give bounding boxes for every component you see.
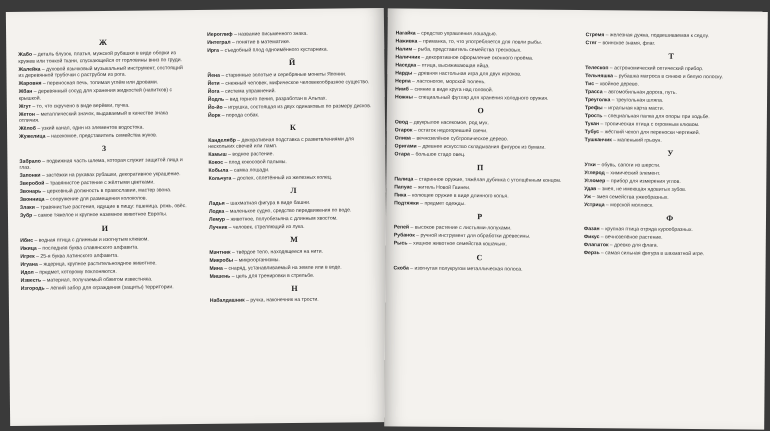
entry-term: Оригами: [394, 143, 417, 150]
right-page: [384, 8, 768, 429]
glossary-entry: [208, 166, 378, 174]
entry-definition: – переносная печь, топимая углём или дровами.: [41, 79, 159, 87]
glossary-entry: [396, 30, 568, 38]
entry-definition: – жёсткий чехол для переноски чертежей.: [599, 129, 701, 136]
glossary-entry: [208, 111, 378, 119]
entry-definition: – змея, не имеющая ядовитых зубов.: [596, 185, 687, 193]
glossary-entry: [20, 211, 190, 219]
glossary-entry: [395, 151, 567, 159]
entry-term: Иероглиф: [207, 31, 233, 38]
glossary-entry: [394, 200, 566, 208]
entry-term: Удав: [584, 185, 597, 192]
entry-definition: – средство управления лошадью.: [415, 30, 497, 38]
section-letter: Л: [290, 186, 298, 196]
entry-term: Жетон: [18, 111, 35, 118]
entry-term: Отара: [394, 151, 410, 158]
glossary-entry: [20, 187, 190, 195]
glossary-entry: [584, 251, 756, 259]
entry-definition: – морской моллюск.: [604, 201, 654, 209]
glossary-entry: [207, 30, 377, 38]
entry-definition: – рыба, представитель семейства тресковых.: [412, 46, 522, 54]
section-letter: З: [101, 144, 107, 154]
glossary-entry: [584, 186, 756, 194]
entry-term: Ладья: [208, 200, 225, 207]
entry-definition: – последняя буква славянского алфавита.: [36, 244, 139, 252]
section-letter: П: [477, 163, 484, 173]
entry-term: Мина: [209, 265, 223, 272]
glossary-entry: [208, 95, 378, 103]
entry-term: Пика: [394, 192, 407, 199]
entry-definition: – съедобный плод одноимённого кустарника.: [218, 46, 328, 54]
left-column-1: [6, 32, 199, 418]
entry-term: Олива: [394, 135, 411, 142]
glossary-entry: [19, 132, 189, 140]
entry-term: Жабо: [18, 52, 33, 59]
glossary-entry: [207, 71, 377, 79]
entry-term: Зверобой: [19, 180, 45, 188]
entry-term: Наседка: [395, 62, 417, 69]
entry-definition: – подвижная часть шлема, которая служит защитой лица и глаз.: [19, 156, 183, 172]
entry-term: Устрица: [584, 201, 605, 208]
entry-definition: – цель для тренировки в стрельбе.: [230, 272, 315, 280]
entry-definition: – старинное оружие, тяжёлая дубинка с утолщённым концом.: [413, 176, 562, 184]
entry-term: Стремя: [585, 32, 605, 39]
glossary-entry: [19, 87, 189, 102]
entry-definition: – материал, получаемый обжигом известняка.: [41, 276, 153, 284]
entry-term: Йена: [207, 72, 220, 79]
entry-term: Папуас: [394, 184, 413, 191]
glossary-entry: [584, 170, 756, 178]
glossary-entry: [19, 124, 189, 132]
entry-term: Углерод: [584, 169, 605, 176]
glossary-entry: [20, 236, 190, 244]
entry-definition: – рубашка матроса в синюю и белую полоску.: [612, 73, 723, 81]
glossary-entry: [396, 38, 568, 46]
entry-term: Йо-йо: [207, 104, 223, 111]
glossary-entry: [394, 233, 566, 241]
entry-definition: – порода собак.: [220, 112, 260, 119]
entry-term: Йога: [207, 88, 220, 95]
entry-term: Жёлоб: [19, 125, 36, 132]
glossary-entry: [584, 194, 756, 202]
entry-term: Кольчуга: [208, 175, 232, 182]
entry-definition: – доспех, сплетённый из железных колец.: [231, 174, 333, 182]
glossary-entry: [19, 110, 189, 125]
entry-term: Подтяжки: [394, 200, 419, 207]
left-page: [6, 8, 388, 426]
entry-term: Лемур: [208, 216, 225, 223]
glossary-entry: [210, 264, 380, 272]
glossary-entry: [21, 268, 191, 276]
glossary-entry: [20, 171, 190, 179]
glossary-entry: [585, 129, 757, 137]
entry-definition: – старинные золотые и серебряные монеты Японии.: [219, 71, 347, 79]
entry-term: Треуголка: [585, 96, 611, 104]
entry-definition: – остаток недогоревшей свечи.: [412, 127, 488, 135]
entry-term: Камыш: [208, 151, 227, 158]
entry-term: Фикус: [583, 234, 600, 241]
glossary-entry: [585, 73, 757, 81]
entry-definition: – водная птица с длинным и изогнутым клювом.: [32, 236, 149, 244]
glossary-entry: [20, 260, 190, 268]
entry-definition: – тропическая птица с огромным клювом.: [599, 121, 700, 128]
entry-definition: – двукрылое насекомое, род мух.: [408, 119, 489, 127]
glossary-entry: [584, 178, 756, 186]
glossary-entry: [584, 227, 756, 235]
glossary-entry: [585, 89, 757, 97]
entry-definition: – деревянный сосуд для хранения жидкостей (напитков) с крышкой.: [18, 87, 173, 102]
entry-term: Йодль: [207, 96, 225, 103]
glossary-entry: [584, 162, 756, 170]
glossary-entry: [209, 207, 379, 215]
entry-term: Тукан: [584, 120, 600, 128]
glossary-entry: [585, 137, 757, 145]
entry-definition: – древняя настольная игра для двух игроков.: [412, 70, 522, 78]
entry-definition: – изогнутая полукругом металлическая полоса.: [408, 265, 523, 273]
glossary-entry: [210, 297, 380, 305]
entry-term: Трость: [584, 112, 603, 120]
glossary-entry: [19, 157, 189, 172]
entry-term: Микробы: [209, 257, 234, 264]
glossary-entry: [208, 79, 378, 87]
glossary-entry: [395, 62, 567, 70]
section-letter: Й: [288, 58, 296, 68]
glossary-entry: [208, 150, 378, 158]
entry-term: Жаровня: [18, 80, 42, 88]
glossary-entry: [395, 127, 567, 135]
glossary-entry: [19, 79, 189, 87]
entry-term: Ибис: [20, 237, 34, 244]
entry-definition: – специальная палка для опоры при ходьбе.: [602, 113, 710, 120]
section-letter: С: [476, 252, 483, 263]
section-letter: Ж: [98, 37, 108, 48]
entry-definition: – самое тяжелое и крупное наземное животное Европы.: [32, 211, 168, 219]
entry-definition: – химический элемент.: [604, 169, 661, 177]
glossary-entry: [394, 192, 566, 200]
glossary-entry: [586, 32, 758, 40]
entry-definition: – ручной инструмент для обработки древесины.: [414, 233, 531, 241]
glossary-entry: [209, 215, 379, 223]
entry-definition: – лёгкий забор для ограждения (защиты) территории.: [44, 284, 174, 292]
glossary-entry: [394, 176, 566, 184]
entry-term: Тельняшка: [585, 72, 614, 80]
glossary-entry: [20, 203, 190, 211]
glossary-entry: [208, 103, 378, 111]
section-letter: Ф: [666, 213, 674, 223]
entry-term: Уж: [584, 193, 591, 200]
entry-term: Тубус: [584, 128, 600, 136]
entry-definition: – насекомое, представитель семейства жуков.: [45, 132, 158, 140]
entry-definition: – ластоногое, морской тюлень.: [410, 78, 486, 86]
entry-term: Злаки: [19, 204, 35, 212]
entry-term: Жбан: [18, 88, 33, 96]
entry-term: Нерпа: [395, 78, 411, 85]
entry-term: Интеграл: [207, 39, 231, 46]
glossary-entry: [394, 241, 566, 249]
entry-definition: – прибор для измерения углов.: [605, 177, 681, 185]
entry-definition: – шахматная фигура в виде башни.: [224, 199, 311, 207]
section-letter: Р: [477, 212, 483, 222]
entry-term: Йорк: [207, 112, 221, 119]
glossary-entry: [395, 78, 567, 86]
entry-term: Стяг: [585, 40, 597, 47]
entry-definition: – животное, полуобезьяна с длинным хвостом.: [224, 215, 338, 223]
entry-term: Запонки: [19, 172, 41, 180]
entry-definition: – деталь блузок, платья, мужской рубашки в виде оборки из кружев или тонкой ткани, спускающейся от горловины вниз по груди.: [18, 50, 182, 65]
glossary-entry: [20, 195, 190, 203]
entry-term: Рысь: [393, 240, 408, 247]
glossary-entry: [21, 284, 191, 292]
entry-definition: – снежный человек, мифическое человекообразное существо.: [219, 79, 370, 87]
entry-term: Канделябр: [208, 137, 236, 144]
entry-term: Лодка: [208, 208, 225, 215]
entry-definition: – житель Новой Гвинеи.: [412, 184, 471, 191]
entry-definition: – человек, стреляющий из лука.: [227, 223, 305, 231]
entry-term: Угломер: [584, 177, 606, 184]
glossary-entry: [394, 184, 566, 192]
glossary-entry: [585, 105, 757, 113]
section-letter: М: [290, 235, 299, 245]
entry-term: Тушканчик: [584, 136, 612, 144]
entry-term: Забрало: [19, 158, 41, 165]
glossary-entry: [584, 243, 756, 251]
entry-term: Тис: [585, 80, 595, 87]
section-letter: И: [101, 223, 109, 233]
entry-term: Налим: [395, 46, 413, 53]
glossary-entry: [585, 113, 757, 121]
entry-definition: – сооружение для размещения колоколов.: [44, 195, 148, 203]
entry-definition: – большое стадо овец.: [409, 151, 466, 158]
glossary-entry: [395, 143, 567, 151]
entry-term: Ферзь: [583, 250, 600, 257]
section-letter: К: [289, 123, 297, 133]
entry-definition: – предмет, которому поклоняются.: [33, 268, 117, 276]
entry-term: Ижица: [20, 245, 37, 252]
entry-definition: – змея семейства ужеобразных.: [590, 193, 669, 201]
section-letter: О: [477, 106, 485, 116]
entry-definition: – узкий канал, один из элементов водостока.: [35, 124, 144, 132]
entry-term: Жужелица: [19, 133, 46, 140]
entry-term: Идол: [20, 269, 34, 276]
entry-term: Репей: [393, 224, 410, 231]
entry-definition: – самка лошади.: [228, 167, 270, 174]
entry-definition: – астрономический оптический прибор.: [608, 65, 704, 72]
glossary-entry: [394, 225, 566, 233]
glossary-entry: [395, 54, 567, 62]
glossary-entry: [395, 86, 567, 94]
entry-definition: – микроорганизмы.: [233, 256, 280, 264]
glossary-entry: [21, 276, 191, 284]
entry-definition: – крупная птица отряда курообразных.: [599, 226, 693, 234]
entry-definition: – духовой язычковый музыкальный инструмент, состоящий из деревянной трубочки с раструбом из рога.: [18, 64, 183, 80]
entry-definition: – церковный должность в православии, мастер звона.: [41, 187, 172, 195]
entry-term: Наживка: [395, 38, 418, 45]
glossary-entry: [208, 158, 378, 166]
entry-definition: – понятие в математике.: [230, 39, 291, 46]
entry-definition: – самая сильная фигура в шахматной игре.: [599, 250, 705, 258]
right-column-1: [384, 30, 577, 420]
glossary-entry: [395, 94, 567, 102]
entry-definition: – металлический значок, выдаваемый в качестве знака отличия.: [18, 109, 168, 124]
section-letter: Н: [291, 284, 299, 294]
entry-definition: – система упражнений.: [219, 87, 276, 95]
entry-definition: – сияние в виде круга над головой.: [408, 86, 494, 94]
entry-definition: – травянистые растения, идущие в пищу: пшеница, рожь, овёс.: [34, 203, 187, 211]
entry-definition: – хвойное дерево.: [594, 80, 639, 88]
entry-definition: – твёрдое тело, находящееся на нити.: [230, 248, 323, 256]
entry-definition: – вечнозелёное растение.: [599, 234, 663, 242]
entry-definition: – хищное животное семейства кошачьих.: [407, 240, 507, 248]
entry-definition: – водное растение.: [226, 151, 274, 158]
glossary-entry: [585, 81, 757, 89]
entry-definition: – застёжки на рукавах рубашки, декоративное украшение.: [40, 171, 181, 179]
section-letter: У: [667, 149, 674, 159]
entry-term: Овод: [394, 119, 409, 126]
entry-term: Зубр: [19, 212, 33, 220]
entry-term: Нарды: [395, 70, 413, 77]
entry-term: Звонарь: [19, 188, 42, 196]
glossary-entry: [208, 136, 378, 151]
entry-definition: – автомобильная дорога, путь.: [602, 89, 677, 96]
entry-term: Кобыла: [208, 167, 229, 174]
entry-term: Мачтник: [209, 249, 231, 256]
entry-term: Палица: [394, 176, 414, 183]
section-letter: Т: [668, 52, 675, 62]
entry-term: Трефы: [584, 104, 603, 112]
entry-definition: – то, что скручено в виде верёвки, пучка.: [30, 102, 130, 110]
glossary-entry: [585, 65, 757, 73]
entry-definition: – декоративное оформление оконного проёма.: [419, 54, 534, 62]
glossary-entry: [20, 244, 190, 252]
glossary-entry: [207, 46, 377, 54]
entry-term: Фазан: [583, 226, 600, 233]
entry-definition: – высокое растение с листьями-лопухами.: [409, 224, 512, 232]
entry-term: Жалейка: [18, 66, 41, 73]
entry-definition: – железная дужка, подвешиваемая к седлу.: [604, 32, 710, 40]
entry-definition: – ручка, наконечник на трости.: [244, 297, 319, 304]
glossary-entry: [585, 121, 757, 129]
entry-term: Наличник: [395, 54, 421, 61]
glossary-entry: [207, 38, 377, 46]
entry-term: Игрек: [20, 253, 35, 260]
entry-term: Нимб: [395, 86, 409, 93]
entry-term: Йети: [207, 80, 220, 87]
glossary-entry: [19, 102, 189, 110]
entry-definition: – снаряд, устанавливаемый на земле или в воде.: [222, 264, 342, 272]
glossary-entry: [18, 65, 188, 80]
entry-term: Кокос: [208, 159, 224, 166]
entry-term: Утки: [584, 161, 596, 168]
right-column-2: [574, 32, 767, 422]
entry-definition: – 25-я буква латинского алфавита.: [34, 252, 119, 260]
glossary-entry: [584, 202, 756, 210]
entry-term: Набалдашник: [209, 297, 245, 305]
entry-definition: – ящерица, крупное растительноядное животное.: [37, 260, 157, 268]
entry-definition: – треугольная шляпа.: [610, 97, 664, 104]
entry-definition: – маленький грызун.: [611, 137, 662, 144]
entry-definition: – игрушка, состоящая из двух одинаковых по размеру дисков.: [222, 102, 372, 111]
glossary-entry: [395, 46, 567, 54]
entry-definition: – приманка, то, что употребляется для ловли рыбы.: [417, 38, 543, 46]
entry-term: Ножны: [395, 94, 413, 101]
entry-term: Звонница: [19, 196, 45, 204]
entry-term: Рубанок: [393, 232, 415, 240]
glossary-entry: [209, 256, 379, 264]
entry-definition: – маленькое судно, средство передвижения по воде.: [224, 207, 352, 215]
entry-term: Игуана: [20, 261, 38, 268]
entry-term: Жгут: [18, 103, 31, 110]
entry-definition: – игральная карта масти.: [602, 105, 665, 112]
entry-term: Ирга: [207, 47, 220, 54]
glossary-entry: [18, 50, 188, 65]
entry-term: Известь: [20, 277, 42, 284]
entry-term: Изгородь: [20, 285, 45, 292]
entry-term: Телескоп: [585, 64, 609, 72]
glossary-entry: [20, 252, 190, 260]
entry-definition: – вечнозелёное субтропическое дерево.: [410, 135, 509, 143]
entry-term: Флагшток: [583, 242, 609, 249]
entry-definition: – предмет одежды.: [418, 200, 466, 207]
entry-definition: – древко для флага.: [608, 242, 659, 250]
entry-definition: – специальный футляр для хранения холодного оружия.: [412, 94, 549, 102]
entry-definition: – плод кокосовой пальмы.: [222, 159, 287, 166]
glossary-entry: [395, 70, 567, 78]
left-column-2: [195, 30, 388, 416]
entry-term: Мишень: [209, 273, 231, 280]
glossary-entry: [585, 97, 757, 105]
glossary-entry: [209, 248, 379, 256]
glossary-entry: [584, 235, 756, 243]
entry-term: Нагайка: [395, 30, 416, 37]
glossary-entry: [210, 272, 380, 280]
entry-definition: – древнее искусство складывания фигурок из бумаги.: [416, 143, 546, 151]
entry-definition: – воинское знамя, флаг.: [596, 40, 656, 47]
glossary-entry: [395, 135, 567, 143]
glossary-entry: [209, 174, 379, 182]
entry-term: Лучник: [209, 224, 228, 231]
glossary-entry: [395, 119, 567, 127]
entry-definition: – название письменного знака.: [232, 30, 308, 38]
entry-definition: – колющее оружие в виде длинного копья.: [406, 192, 509, 200]
entry-term: Трасса: [585, 88, 603, 96]
entry-definition: – травянистое растение с жёлтыми цветками.: [44, 179, 155, 187]
entry-definition: – вид горного пения, разработан в Альпах.: [224, 95, 327, 103]
glossary-entry: [394, 266, 566, 274]
entry-term: Огарок: [394, 127, 413, 134]
glossary-entry: [208, 87, 378, 95]
entry-definition: – декоративная подставка с разветвлениями для нескольких свечей или ламп.: [208, 135, 354, 150]
glossary-entry: [586, 40, 758, 48]
glossary-entry: [20, 179, 190, 187]
glossary-entry: [209, 199, 379, 207]
entry-definition: – птица, высиживающая яйца.: [416, 62, 490, 70]
entry-term: Скоба: [393, 265, 409, 272]
glossary-entry: [209, 223, 379, 231]
entry-definition: – обувь, сапоги из шерсти.: [595, 161, 661, 169]
